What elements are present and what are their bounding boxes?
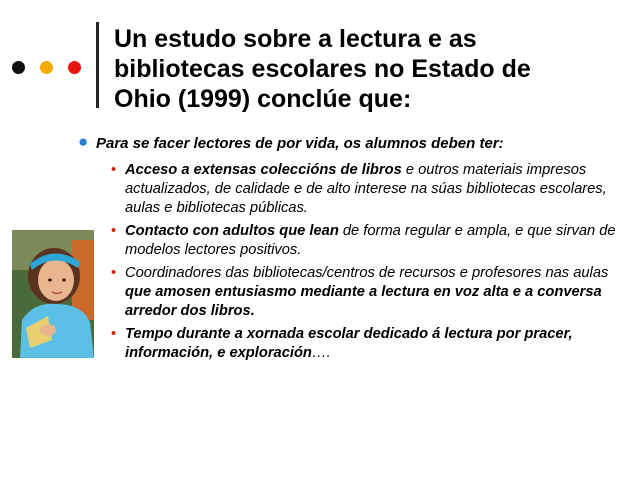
bullet-text: e outros materiais impresos actualizados, de calidade e de alto interese na súas bibliotecas escolares, aulas e bibliotecas públicas. (125, 162, 607, 216)
bullet-bold-text: Tempo durante a xornada escolar dedicado á lectura por pracer, información, e exploración (125, 326, 573, 361)
sub-bullet-list (78, 161, 633, 363)
yellow-dot-icon (40, 61, 53, 74)
red-dot-icon (68, 61, 81, 74)
list-item (111, 161, 633, 218)
bullet-bold-text: Contacto con adultos que lean (125, 223, 339, 239)
title-line: Ohio (1999) conclúe que: (114, 85, 412, 113)
red-bullet-icon: • (111, 265, 117, 281)
list-item (111, 264, 633, 321)
title-line: bibliotecas escolares no Estado de (114, 55, 531, 83)
red-bullet-icon: • (111, 223, 117, 239)
slide-body (78, 134, 633, 367)
main-point-text: Para se facer lectores de por vida, os alumnos deben ter: (96, 135, 504, 152)
slide-title (114, 24, 624, 114)
red-bullet-icon: • (111, 326, 117, 342)
decorative-dots (12, 61, 82, 75)
bullet-text: de forma regular e ampla, e que sirvan de modelos lectores positivos. (125, 223, 616, 258)
bullet-text: Coordinadores das bibliotecas/centros de recursos e profesores nas aulas (125, 265, 609, 281)
title-line: Un estudo sobre a lectura e as (114, 25, 477, 53)
bullet-bold-text: que amosen entusiasmo mediante a lectura en voz alta e a conversa arredor dos libros. (125, 284, 602, 319)
list-item (111, 325, 633, 363)
list-item (111, 222, 633, 260)
blue-bullet-icon: ● (78, 132, 89, 151)
red-bullet-icon: • (111, 162, 117, 178)
main-point (78, 134, 633, 153)
bullet-text: …. (311, 345, 331, 361)
black-dot-icon (12, 61, 25, 74)
title-divider (96, 22, 99, 108)
bullet-bold-text: Acceso a extensas coleccións de libros (125, 162, 402, 178)
